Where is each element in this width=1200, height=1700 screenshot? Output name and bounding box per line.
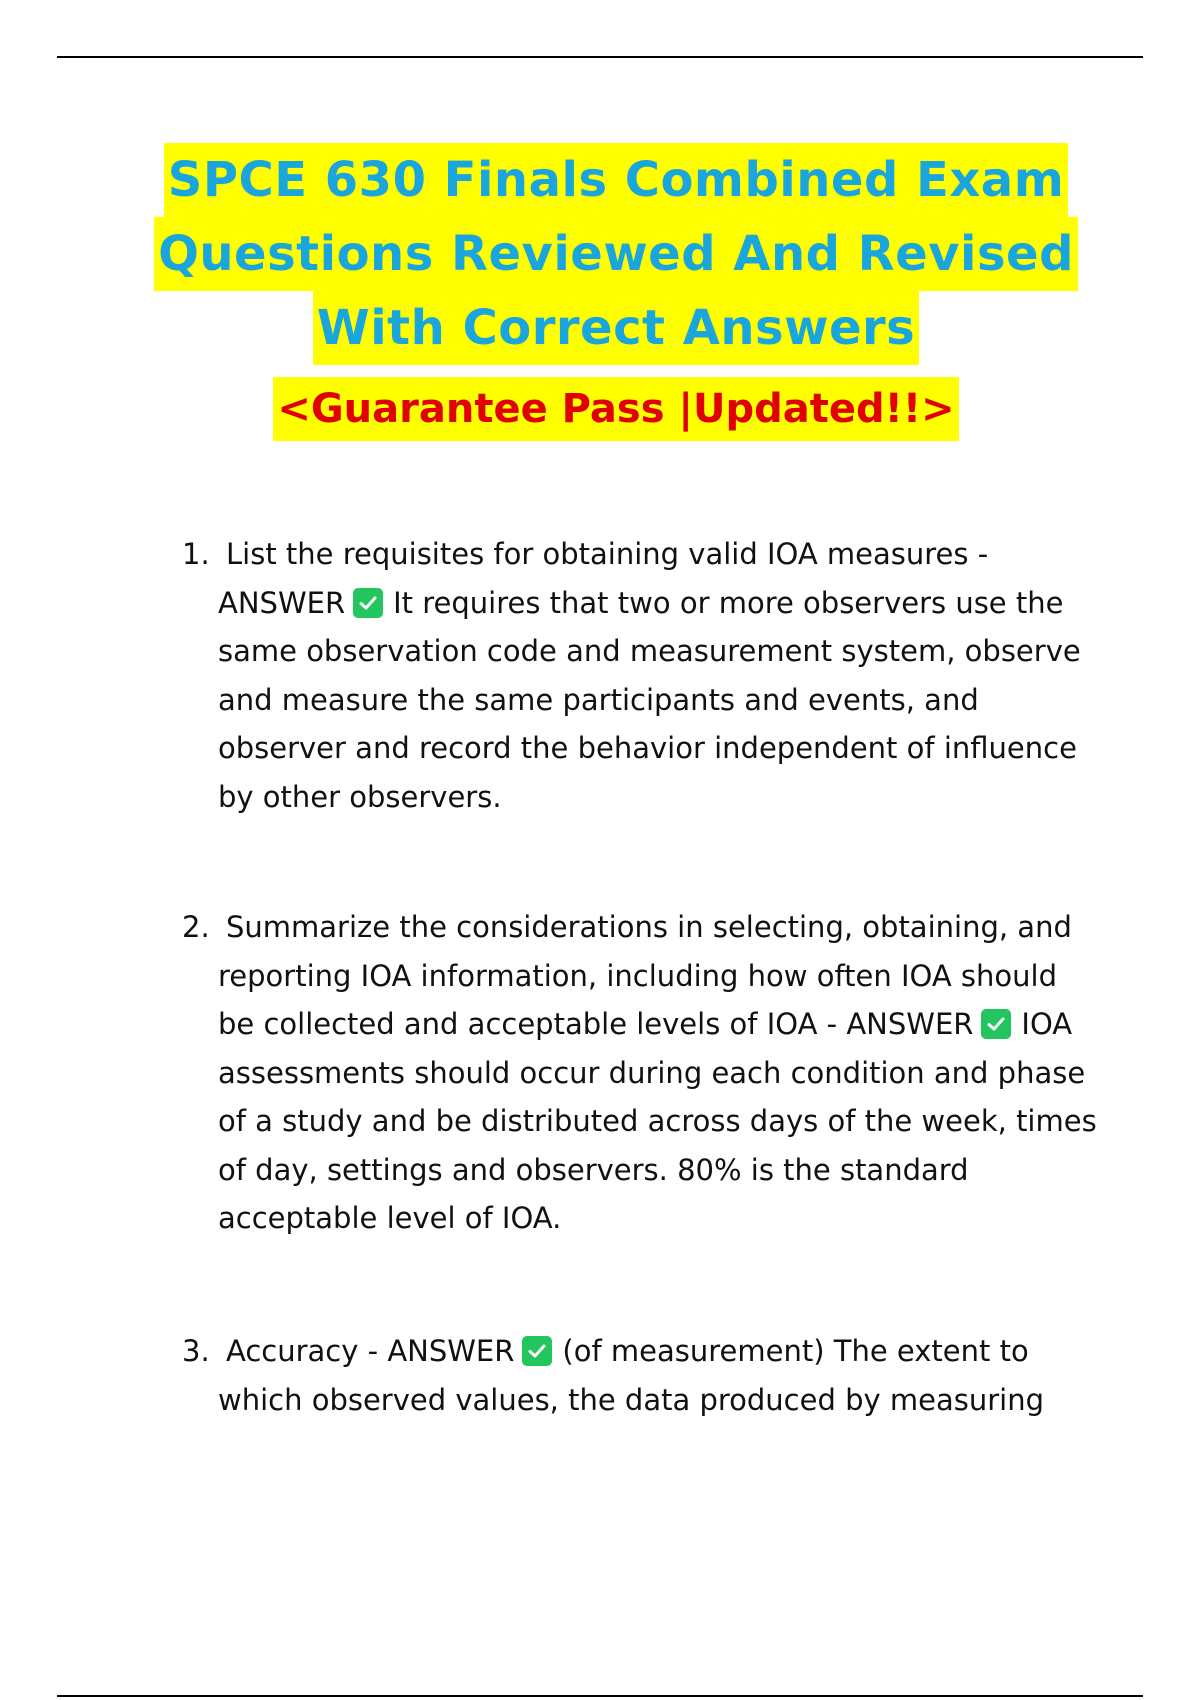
title-line-2: Questions Reviewed And Revised: [154, 217, 1078, 291]
question-number: 1.: [182, 537, 210, 571]
answer-text: (of measurement) The extent to which observed values, the data produced by measuring: [218, 1334, 1045, 1417]
title-line-1: SPCE 630 Finals Combined Exam: [164, 143, 1068, 217]
answer-text: It requires that two or more observers use the same observation code and measurement system, observe and measure the same participants and events, and observer and record the behavior independent of influence by other observers.: [218, 585, 1081, 814]
question-item-1: [182, 530, 1102, 821]
question-item-2: [182, 903, 1102, 1243]
check-mark-icon: [981, 1009, 1011, 1039]
check-mark-icon: [353, 588, 383, 618]
check-mark-icon: [522, 1336, 552, 1366]
answer-label: ANSWER: [218, 585, 346, 620]
question-text: List the requisites for obtaining valid IOA measures -: [226, 537, 989, 571]
bottom-rule: [57, 1695, 1143, 1697]
question-item-3: [182, 1327, 1102, 1424]
subtitle-banner: <Guarantee Pass |Updated!!>: [273, 377, 958, 441]
answer-label: ANSWER: [846, 1007, 974, 1041]
answer-label: ANSWER: [387, 1334, 515, 1368]
document-title: [0, 143, 1200, 441]
title-line-3: With Correct Answers: [313, 291, 919, 365]
answer-text: IOA assessments should occur during each condition and phase of a study and be distributed across days of the week, times of day, settings and observers. 80% is the standard acceptable level of IOA.: [218, 1007, 1097, 1235]
question-text: Summarize the considerations in selecting, obtaining, and reporting IOA information, including how often IOA should be collected and acceptable levels of IOA -: [218, 910, 1072, 1041]
question-number: 2.: [182, 910, 210, 944]
question-number: 3.: [182, 1334, 210, 1368]
question-text: Accuracy -: [226, 1334, 379, 1368]
top-rule: [57, 56, 1143, 58]
